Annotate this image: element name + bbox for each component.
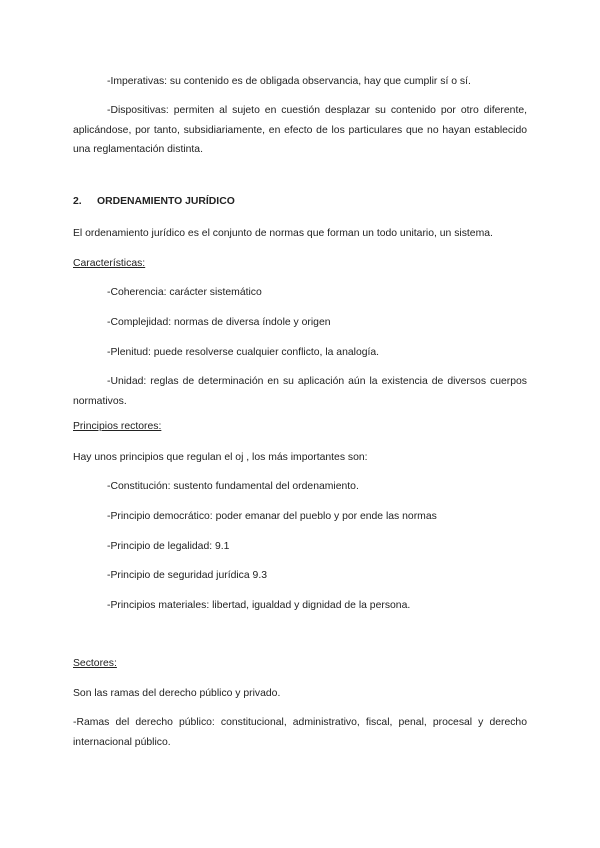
list-item: -Principio de seguridad jurídica 9.3	[107, 570, 267, 581]
list-item: -Coherencia: carácter sistemático	[107, 287, 262, 298]
list-item: -Principio democrático: poder emanar del pueblo y por ende las normas	[107, 511, 437, 522]
list-item: -Plenitud: puede resolverse cualquier conflicto, la analogía.	[107, 347, 380, 358]
principios-heading: Principios rectores:	[73, 421, 162, 432]
principios-intro: Hay unos principios que regulan el oj , los más importantes son:	[73, 452, 368, 463]
imperativas-paragraph: -Imperativas: su contenido es de obligada observancia, hay que cumplir sí o sí.	[107, 76, 471, 87]
list-item: -Complejidad: normas de diversa índole y origen	[107, 317, 331, 328]
caracteristicas-heading: Características:	[73, 258, 146, 269]
section-number: 2.	[73, 196, 82, 207]
sectores-heading: Sectores:	[73, 658, 117, 669]
sectores-intro: Son las ramas del derecho público y privado.	[73, 688, 281, 699]
section-heading	[73, 194, 235, 210]
list-item: -Unidad: reglas de determinación en su aplicación aún la existencia de diversos cuerpos normativos.	[73, 376, 527, 407]
derecho-publico-paragraph: -Ramas del derecho público: constitucional, administrativo, fiscal, penal, procesal y derecho internacional público.	[73, 717, 527, 748]
list-item: -Principios materiales: libertad, igualdad y dignidad de la persona.	[107, 600, 411, 611]
section-title: ORDENAMIENTO JURÍDICO	[97, 196, 235, 207]
list-item: -Principio de legalidad: 9.1	[107, 541, 230, 552]
definition-paragraph: El ordenamiento jurídico es el conjunto de normas que forman un todo unitario, un sistema.	[73, 228, 493, 239]
list-item: -Constitución: sustento fundamental del ordenamiento.	[107, 481, 359, 492]
dispositivas-paragraph: -Dispositivas: permiten al sujeto en cuestión desplazar su contenido por otro diferente, aplicándose, por tanto, subsidiariamente, en efecto de los particulares que no hayan establecido una reglamentación distinta.	[73, 105, 527, 155]
